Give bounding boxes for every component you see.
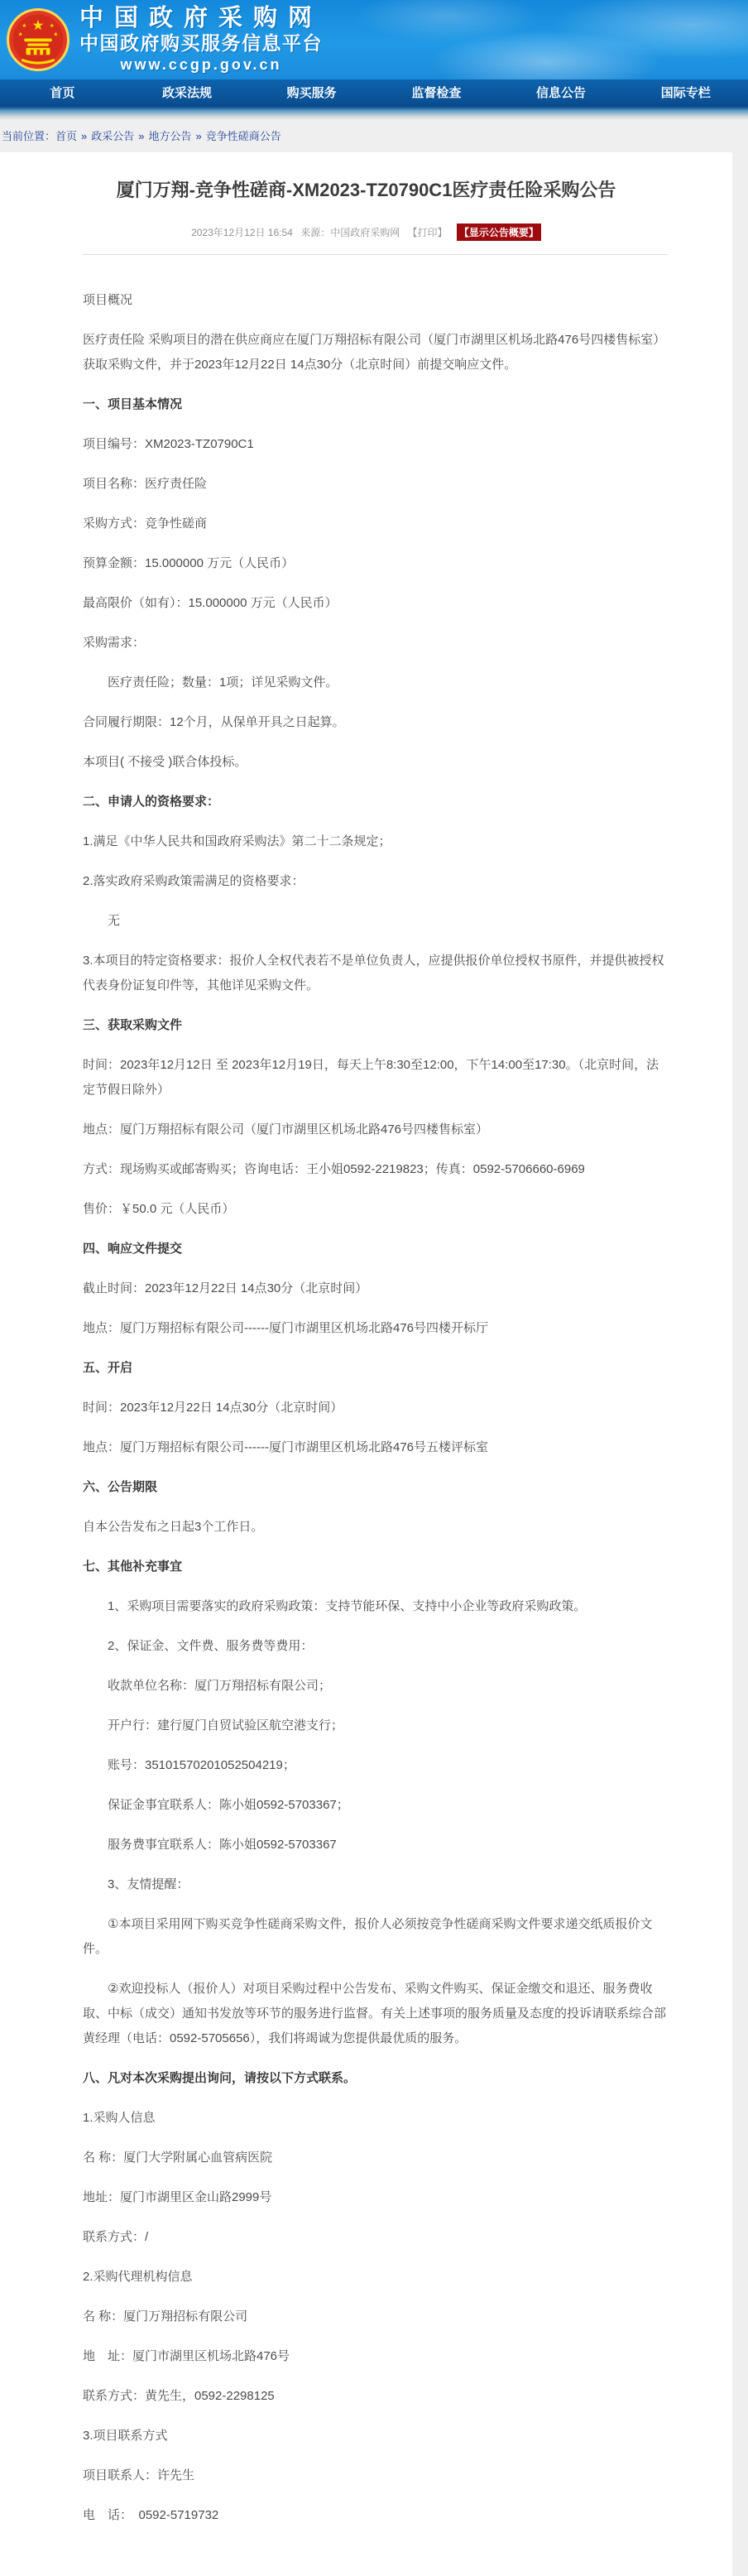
- body-paragraph: 预算金额：15.000000 万元（人民币）: [83, 556, 295, 570]
- breadcrumb-link-1[interactable]: 首页: [55, 130, 78, 142]
- body-paragraph: 联系方式：/: [83, 2230, 149, 2244]
- body-paragraph: 自本公告发布之日起3个工作日。: [83, 1520, 264, 1534]
- body-paragraph: 项目名称：医疗责任险: [83, 477, 208, 491]
- nav-item-1[interactable]: 首页: [50, 86, 75, 100]
- breadcrumb-label: 当前位置：: [2, 130, 56, 142]
- body-paragraph: 3、友情提醒：: [108, 1877, 189, 1891]
- main-nav: [0, 79, 748, 107]
- site-header: [0, 0, 748, 79]
- body-paragraph: 地点：厦门万翔招标有限公司（厦门市湖里区机场北路476号四楼售标室）: [83, 1122, 489, 1137]
- body-paragraph: 电 话： 0592-5719732: [83, 2508, 219, 2522]
- nav-item-6[interactable]: 国际专栏: [660, 86, 711, 100]
- svg-text:★: ★: [31, 17, 45, 33]
- body-paragraph: 售价：￥50.0 元（人民币）: [83, 1202, 235, 1216]
- page-title: 厦门万翔-竞争性磋商-XM2023-TZ0790C1医疗责任险采购公告: [116, 180, 616, 200]
- breadcrumb-separator: »: [81, 130, 88, 142]
- body-paragraph: 2.采购代理机构信息: [83, 2270, 193, 2284]
- body-paragraph: 联系方式：黄先生，0592-2298125: [83, 2389, 275, 2403]
- body-paragraph: 本项目( 不接受 )联合体投标。: [83, 755, 247, 769]
- section-heading: 四、响应文件提交: [83, 1242, 183, 1256]
- body-paragraph: 采购方式：竞争性磋商: [83, 517, 208, 531]
- show-summary-button[interactable]: 【显示公告概要】: [457, 223, 541, 241]
- breadcrumb: [0, 120, 748, 152]
- announcement-card: [0, 152, 732, 2576]
- print-button[interactable]: 【打印】: [407, 227, 448, 238]
- body-paragraph: 名 称：厦门万翔招标有限公司: [83, 2309, 248, 2324]
- body-paragraph: 无: [108, 914, 121, 928]
- breadcrumb-link-3[interactable]: 地方公告: [148, 130, 192, 142]
- body-paragraph: 地址：厦门市湖里区金山路2999号: [83, 2190, 272, 2204]
- body-paragraph: 地点：厦门万翔招标有限公司------厦门市湖里区机场北路476号五楼评标室: [83, 1440, 489, 1454]
- body-paragraph: 最高限价（如有）：15.000000 万元（人民币）: [83, 596, 338, 610]
- body-paragraph: 地 址：厦门市湖里区机场北路476号: [83, 2349, 290, 2363]
- section-heading: 七、其他补充事宜: [83, 1560, 183, 1574]
- body-paragraph: 账号：35101570201052504219；: [108, 1758, 295, 1772]
- body-paragraph: 3.本项目的特定资格要求：报价人全权代表若不是单位负责人，应提供报价单位授权书原件，并提供被授权代表身份证复印件等，其他详见采购文件。: [83, 954, 664, 992]
- section-heading: 三、获取采购文件: [83, 1018, 183, 1032]
- site-logo[interactable]: [0, 5, 323, 74]
- site-url: www.ccgp.gov.cn: [120, 56, 282, 73]
- body-paragraph: 2、保证金、文件费、服务费等费用：: [108, 1639, 314, 1653]
- nav-item-5[interactable]: 信息公告: [536, 86, 587, 100]
- site-wordmark: [79, 5, 323, 74]
- breadcrumb-path: [55, 130, 281, 142]
- body-paragraph: 地点：厦门万翔招标有限公司------厦门市湖里区机场北路476号四楼开标厅: [83, 1321, 489, 1335]
- svg-text:★: ★: [22, 22, 27, 29]
- section-heading: 二、申请人的资格要求：: [83, 795, 220, 809]
- body-paragraph: 时间：2023年12月22日 14点30分（北京时间）: [83, 1401, 343, 1415]
- body-paragraph: 合同履行期限：12个月，从保单开具之日起算。: [83, 715, 345, 729]
- body-paragraph: 1.满足《中华人民共和国政府采购法》第二十二条规定；: [83, 834, 391, 848]
- site-subtitle: 中国政府购买服务信息平台: [79, 32, 323, 54]
- body-paragraph: ①本项目采用网下购买竞争性磋商采购文件，报价人必须按竞争性磋商采购文件要求递交纸质报价文件。: [83, 1917, 653, 1956]
- body-paragraph: 开户行：建行厦门自贸试验区航空港支行；: [108, 1718, 344, 1733]
- svg-text:★: ★: [53, 31, 59, 38]
- section-heading: 五、开启: [83, 1361, 133, 1375]
- nav-item-4[interactable]: 监督检查: [411, 86, 462, 100]
- body-paragraph: 项目联系人：许先生: [83, 2468, 195, 2482]
- site-title: 中国政府采购网: [79, 5, 324, 31]
- breadcrumb-link-2[interactable]: 政采公告: [91, 130, 135, 142]
- section-heading: 八、凡对本次采购提出询问，请按以下方式联系。: [83, 2071, 357, 2085]
- body-paragraph: 1、采购项目需要落实的政府采购政策：支持节能环保、支持中小企业等政府采购政策。: [108, 1599, 587, 1613]
- body-paragraph: 项目概况: [83, 293, 133, 307]
- svg-text:★: ★: [49, 22, 55, 29]
- nav-item-3[interactable]: 购买服务: [286, 86, 337, 100]
- article-meta: [0, 223, 732, 241]
- body-paragraph: 3.项目联系方式: [83, 2429, 168, 2443]
- body-paragraph: 医疗责任险；数量：1项；详见采购文件。: [108, 675, 338, 690]
- body-paragraph: 名 称：厦门大学附属心血管病医院: [83, 2151, 273, 2165]
- body-paragraph: 2.落实政府采购政策需满足的资格要求：: [83, 874, 304, 888]
- national-emblem-icon: [7, 8, 70, 71]
- body-paragraph: 医疗责任险 采购项目的潜在供应商应在厦门万翔招标有限公司（厦门市湖里区机场北路476号四楼售标室）获取采购文件，并于2023年12月22日 14点30分（北京时间）前提交响应文件。: [83, 333, 666, 372]
- nav-item-2[interactable]: 政采法规: [162, 86, 213, 100]
- publish-datetime: 2023年12月12日 16:54: [191, 227, 293, 238]
- body-paragraph: 收款单位名称：厦门万翔招标有限公司；: [108, 1679, 332, 1693]
- body-paragraph: 1.采购人信息: [83, 2111, 156, 2125]
- breadcrumb-separator: »: [195, 130, 202, 142]
- nav-fade-divider: [0, 107, 748, 120]
- announcement-body: [0, 255, 732, 2551]
- svg-text:★: ★: [17, 31, 23, 38]
- article-source: 来源：中国政府采购网: [300, 227, 400, 238]
- breadcrumb-link-4[interactable]: 竞争性磋商公告: [205, 130, 281, 142]
- section-heading: 一、项目基本情况: [83, 397, 183, 411]
- breadcrumb-separator: »: [138, 130, 145, 142]
- body-paragraph: 采购需求：: [83, 636, 146, 650]
- section-heading: 六、公告期限: [83, 1480, 158, 1494]
- body-paragraph: 截止时间：2023年12月22日 14点30分（北京时间）: [83, 1281, 368, 1295]
- body-paragraph: ②欢迎投标人（报价人）对项目采购过程中公告发布、采购文件购买、保证金缴交和退还、服务费收取、中标（成交）通知书发放等环节的服务进行监督。有关上述事项的服务质量及态度的投诉请联系综合部黄经理（电话：0592-5705656），我们将竭诚为您提供最优质的服务。: [83, 1982, 667, 2045]
- body-paragraph: 项目编号：XM2023-TZ0790C1: [83, 437, 254, 451]
- body-paragraph: 方式：现场购买或邮寄购买；咨询电话：王小姐0592-2219823；传真：0592-5706660-6969: [83, 1162, 585, 1176]
- body-paragraph: 保证金事宜联系人：陈小姐0592-5703367；: [108, 1798, 349, 1812]
- body-paragraph: 服务费事宜联系人：陈小姐0592-5703367: [108, 1838, 337, 1852]
- body-paragraph: 时间：2023年12月12日 至 2023年12月19日，每天上午8:30至12:00，下午14:00至17:30。（北京时间，法定节假日除外）: [83, 1058, 659, 1097]
